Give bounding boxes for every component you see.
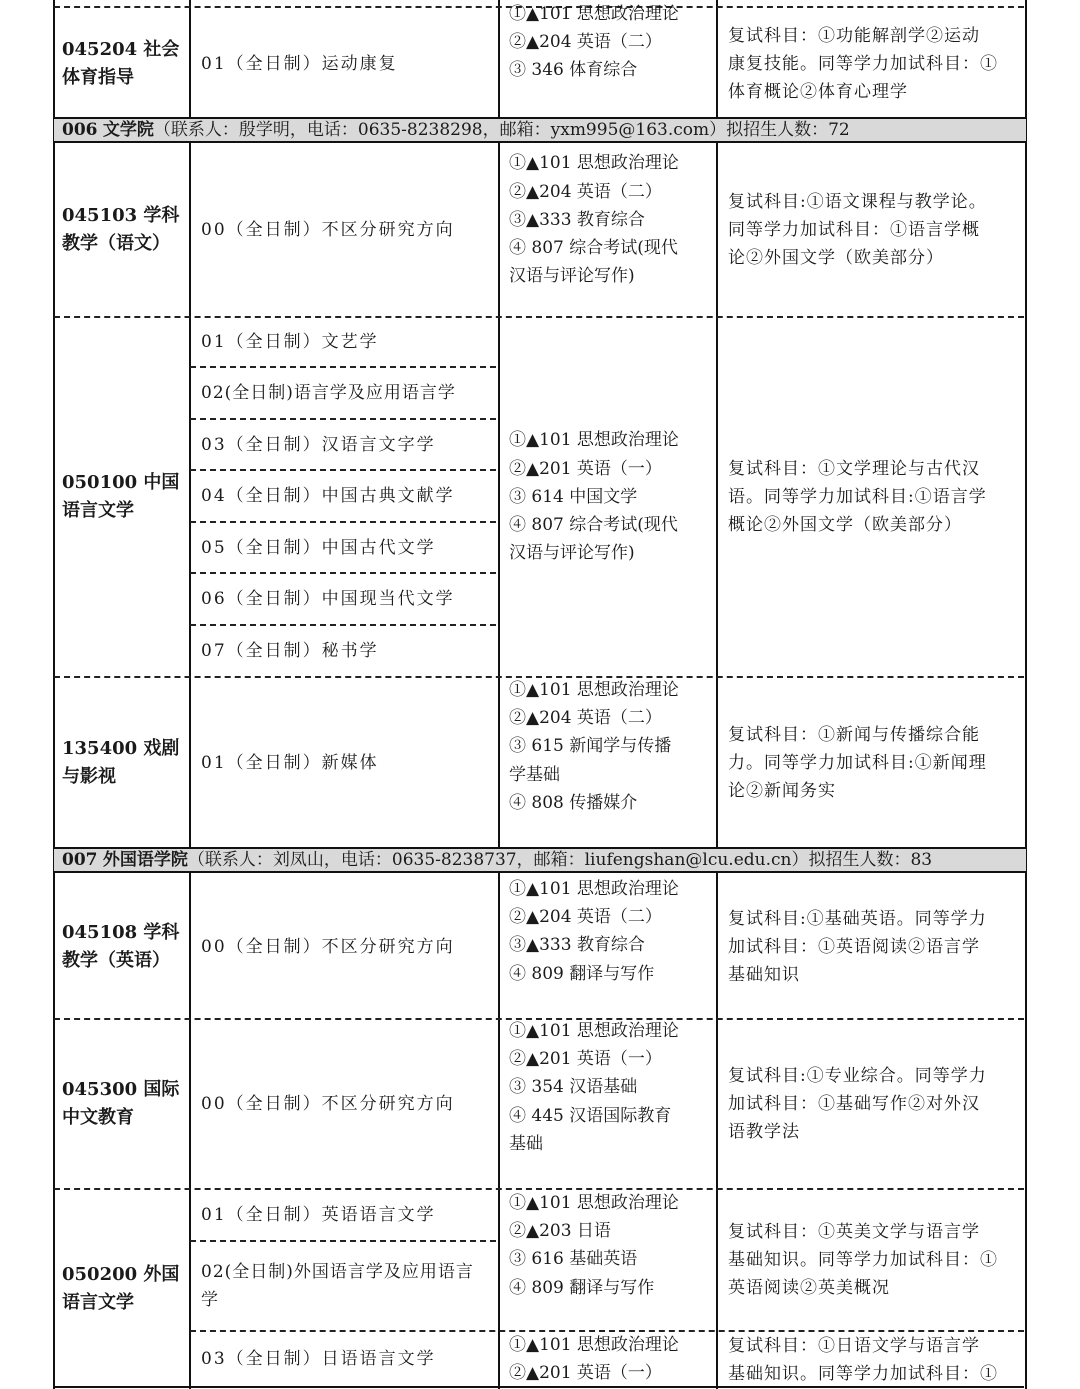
college-name: 文学院 (102, 120, 154, 140)
college-code: 006 (62, 120, 98, 140)
direction-cell: 03（全日制）汉语言文字学 (201, 434, 436, 455)
exam-subjects-cell: ①▲101 思想政治理论 ②▲201 英语（一） (509, 1335, 679, 1384)
exam-subjects-cell: ①▲101 思想政治理论 ②▲204 英语（二） ③▲333 教育综合 ④ 807 综合考试(现代 汉语与评论写作) (509, 153, 679, 287)
direction-cell: 03（全日制）日语语言文学 (201, 1349, 436, 1369)
college-info: （联系人：刘凤山，电话：0635-8238737，邮箱：liufengshan@lcu.edu.cn）拟招生人数：83 (187, 850, 933, 870)
direction-cell: 06（全日制）中国现当代文学 (201, 589, 455, 609)
retest-cell: 复试科目:①语文课程与教学论。 同等学力加试科目：①语言学概 论②外国文学（欧美部分） (728, 192, 987, 268)
major-cell: 050200 外国 语言文学 (62, 1264, 180, 1313)
retest-cell: 复试科目：①功能解剖学②运动 康复技能。同等学力加试科目：① 体育概论②体育心理学 (728, 25, 998, 102)
table-border-right (1025, 0, 1027, 1389)
exam-subjects-cell: ①▲101 思想政治理论 ②▲203 日语 ③ 616 基础英语 ④ 809 翻译与写作 (509, 1193, 679, 1298)
exam-subjects-cell: ①▲101 思想政治理论 ②▲204 英语（二） ③ 615 新闻学与传播 学基础 ④ 808 传播媒介 (509, 680, 679, 813)
college-header (54, 117, 1026, 143)
major-cell: 135400 戏剧 与影视 (62, 737, 180, 787)
exam-subjects-cell: ①▲101 思想政治理论 ②▲201 英语（一） ③ 614 中国文学 ④ 807 综合考试(现代 汉语与评论写作) (509, 430, 679, 564)
direction-cell: 01（全日制）英语语言文学 (201, 1205, 436, 1225)
direction-cell: 01（全日制）新媒体 (201, 752, 379, 773)
major-cell: 045300 国际 中文教育 (62, 1079, 180, 1128)
college-code: 007 (62, 850, 98, 870)
direction-cell: 07（全日制）秘书学 (201, 641, 379, 661)
retest-cell: 复试科目：①日语文学与语言学 基础知识。同等学力加试科目：① (728, 1336, 998, 1384)
college-header (54, 847, 1026, 873)
major-cell: 045103 学科 教学（语文） (62, 205, 180, 254)
exam-subjects-cell: ①▲101 思想政治理论 ②▲201 英语（一） ③ 354 汉语基础 ④ 445 汉语国际教育 基础 (509, 1021, 679, 1154)
direction-cell: 00（全日制）不区分研究方向 (201, 220, 455, 240)
direction-cell: 01（全日制）文艺学 (201, 332, 379, 352)
direction-cell: 00（全日制）不区分研究方向 (201, 1094, 455, 1114)
major-cell: 045108 学科 教学（英语） (62, 921, 180, 971)
direction-cell: 01（全日制）运动康复 (201, 53, 398, 74)
college-name: 外国语学院 (102, 850, 188, 870)
exam-subjects-cell: ①▲101 思想政治理论 ②▲204 英语（二） ③ 346 体育综合 (509, 4, 679, 81)
exam-subjects-cell: ①▲101 思想政治理论 ②▲204 英语（二） ③▲333 教育综合 ④ 809 翻译与写作 (509, 879, 679, 984)
direction-cell: 05（全日制）中国古代文学 (201, 537, 436, 558)
college-info: （联系人：殷学明，电话：0635-8238298，邮箱：yxm995@163.com）拟招生人数：72 (153, 120, 850, 140)
retest-cell: 复试科目:①基础英语。同等学力 加试科目：①英语阅读②语言学 基础知识 (728, 908, 987, 985)
retest-cell: 复试科目:①专业综合。同等学力 加试科目：①基础写作②对外汉 语教学法 (728, 1066, 987, 1142)
direction-cell: 00（全日制）不区分研究方向 (201, 936, 455, 957)
direction-cell: 02(全日制)外国语言学及应用语言学 (201, 1262, 474, 1310)
retest-cell: 复试科目：①新闻与传播综合能 力。同等学力加试科目:①新闻理 论②新闻务实 (728, 724, 987, 801)
major-cell: 045204 社会 体育指导 (62, 38, 180, 88)
direction-cell: 04（全日制）中国古典文献学 (201, 486, 455, 506)
major-cell: 050100 中国 语言文学 (62, 472, 180, 521)
direction-cell: 02(全日制)语言学及应用语言学 (201, 383, 456, 403)
retest-cell: 复试科目：①文学理论与古代汉 语。同等学力加试科目:①语言学 概论②外国文学（欧美部分） (728, 459, 987, 535)
retest-cell: 复试科目：①英美文学与语言学 基础知识。同等学力加试科目：① 英语阅读②英美概况 (728, 1222, 998, 1298)
